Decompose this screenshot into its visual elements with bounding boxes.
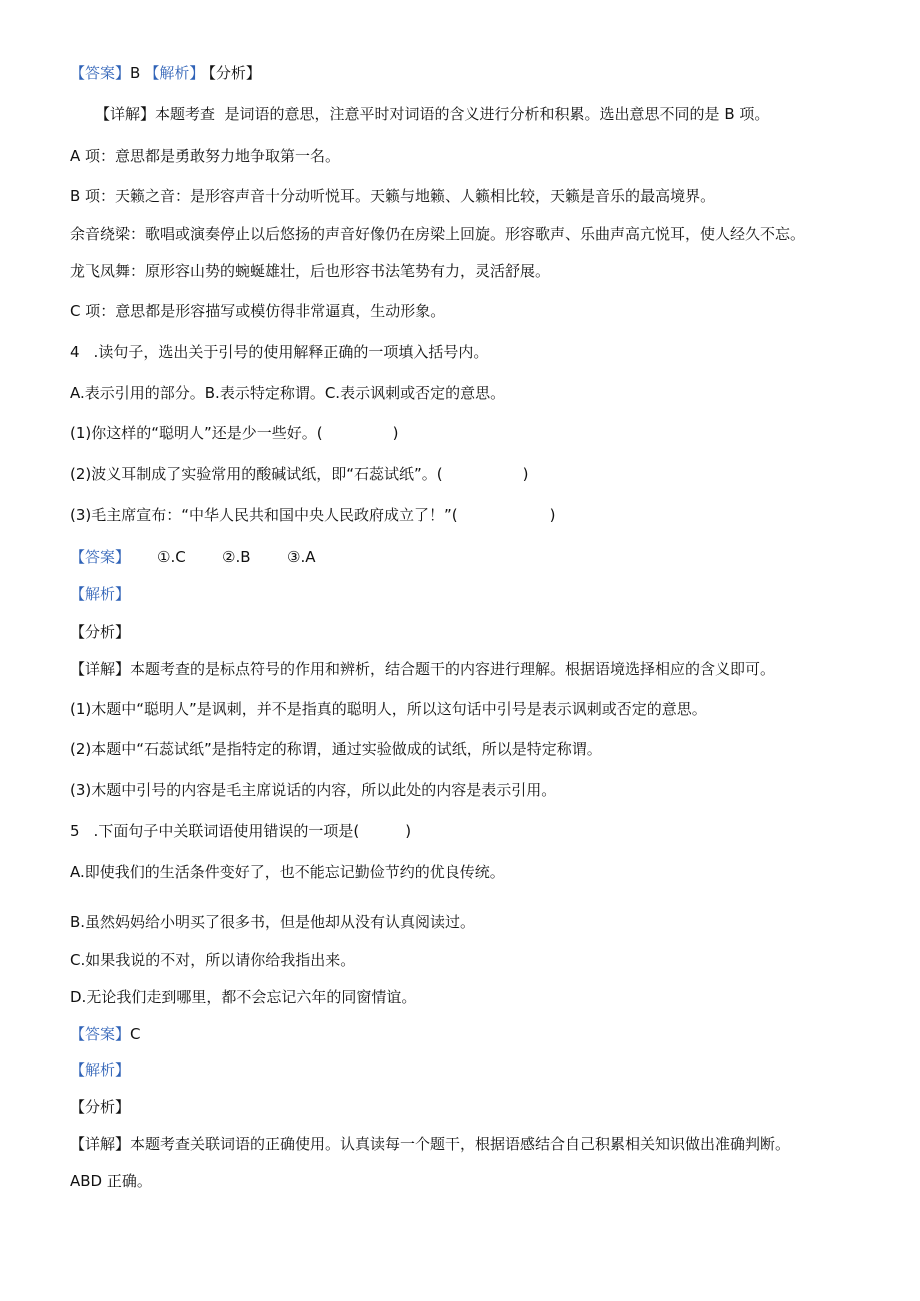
detail-text: 本题考查 是词语的意思，注意平时对词语的含义进行分析和积累。选出意思不同的是 B 项。 bbox=[155, 105, 770, 123]
q3-explanation: A 项：意思都是勇敢努力地争取第一名。 bbox=[70, 147, 341, 165]
answer-label: 【答案】 bbox=[70, 548, 131, 566]
analysis-label: 【解析】 bbox=[70, 585, 131, 603]
q4-item bbox=[70, 463, 529, 485]
fenxi-label: 【分析】 bbox=[208, 64, 261, 82]
q5-stem-line bbox=[70, 820, 411, 842]
detail-label: 【详解】 bbox=[70, 1135, 131, 1153]
answer-label: 【答案】 bbox=[70, 1025, 131, 1043]
question-stem: .读句子，选出关于引号的使用解释正确的一项填入括号内。 bbox=[93, 343, 489, 361]
q4-explanation: (2)本题中“石蕊试纸”是指特定的称谓，通过实验做成的试纸，所以是特定称谓。 bbox=[70, 740, 602, 758]
answer-value: ③.A bbox=[287, 548, 316, 566]
item-text: (3)毛主席宣布：“中华人民共和国中央人民政府成立了！” bbox=[70, 506, 452, 524]
q3-explanation: 龙飞凤舞：原形容山势的蜿蜒雄壮，后也形容书法笔势有力，灵活舒展。 bbox=[70, 262, 551, 280]
q4-answer-line bbox=[70, 546, 352, 568]
q3-explanation: 余音绕梁：歌唱或演奏停止以后悠扬的声音好像仍在房梁上回旋。形容歌声、乐曲声高亢悦耳，使人经久不忘。 bbox=[70, 225, 806, 243]
blank-close: ) bbox=[392, 424, 399, 442]
q5-option: C.如果我说的不对，所以请你给我指出来。 bbox=[70, 951, 356, 969]
blank-open: ( bbox=[451, 506, 458, 524]
q4-item bbox=[70, 422, 399, 444]
question-number: 4 bbox=[70, 343, 80, 361]
question-number: 5 bbox=[70, 822, 80, 840]
answer-value: C bbox=[130, 1025, 141, 1043]
blank-close: ) bbox=[549, 506, 556, 524]
q3-detail-line bbox=[95, 103, 769, 125]
q3-explanation: C 项：意思都是形容描写或模仿得非常逼真，生动形象。 bbox=[70, 302, 446, 320]
blank-close: ) bbox=[405, 822, 412, 840]
q5-option: D.无论我们走到哪里，都不会忘记六年的同窗情谊。 bbox=[70, 988, 417, 1006]
blank-open: ( bbox=[436, 465, 443, 483]
blank-close: ) bbox=[522, 465, 529, 483]
q5-answer-line bbox=[70, 1023, 141, 1045]
q4-options: A.表示引用的部分。B.表示特定称谓。C.表示讽刺或否定的意思。 bbox=[70, 384, 506, 402]
q4-detail-line bbox=[70, 658, 775, 680]
q5-option: B.虽然妈妈给小明买了很多书，但是他却从没有认真阅读过。 bbox=[70, 913, 476, 931]
q4-explanation: (3)木题中引号的内容是毛主席说话的内容，所以此处的内容是表示引用。 bbox=[70, 781, 557, 799]
q4-item bbox=[70, 504, 556, 526]
item-text: (2)波义耳制成了实验常用的酸碱试纸，即“石蕊试纸”。 bbox=[70, 465, 437, 483]
analysis-label: 【解析】 bbox=[70, 1061, 131, 1079]
q5-detail-line bbox=[70, 1133, 790, 1155]
fenxi-label: 【分析】 bbox=[70, 1098, 131, 1116]
q4-explanation: (1)木题中“聪明人”是讽刺，并不是指真的聪明人，所以这句话中引号是表示讽刺或否定的意思。 bbox=[70, 700, 707, 718]
q5-option: A.即使我们的生活条件变好了，也不能忘记勤俭节约的优良传统。 bbox=[70, 863, 505, 881]
answer-value: ①.C bbox=[157, 548, 186, 566]
item-text: (1)你这样的“聪明人”还是少一些好。 bbox=[70, 424, 317, 442]
answer-value: B bbox=[130, 64, 141, 82]
q3-answer-line bbox=[70, 62, 261, 84]
detail-text: 本题考查关联词语的正确使用。认真读每一个题干，根据语感结合自己积累相关知识做出准确判断。 bbox=[130, 1135, 791, 1153]
detail-label: 【详解】 bbox=[95, 105, 156, 123]
blank-open: ( bbox=[316, 424, 323, 442]
answer-value: ②.B bbox=[222, 548, 251, 566]
q3-explanation: B 项：天籁之音：是形容声音十分动听悦耳。天籁与地籁、人籁相比较，天籁是音乐的最高境界。 bbox=[70, 187, 716, 205]
blank-open: ( bbox=[353, 822, 360, 840]
answer-label: 【答案】 bbox=[70, 64, 131, 82]
q5-conclusion: ABD 正确。 bbox=[70, 1172, 152, 1190]
analysis-label: 【解析】 bbox=[144, 64, 205, 82]
detail-text: 本题考查的是标点符号的作用和辨析，结合题干的内容进行理解。根据语境选择相应的含义即可。 bbox=[130, 660, 776, 678]
question-stem: .下面句子中关联词语使用错误的一项是 bbox=[93, 822, 354, 840]
detail-label: 【详解】 bbox=[70, 660, 131, 678]
q4-stem-line bbox=[70, 341, 488, 363]
fenxi-label: 【分析】 bbox=[70, 623, 131, 641]
